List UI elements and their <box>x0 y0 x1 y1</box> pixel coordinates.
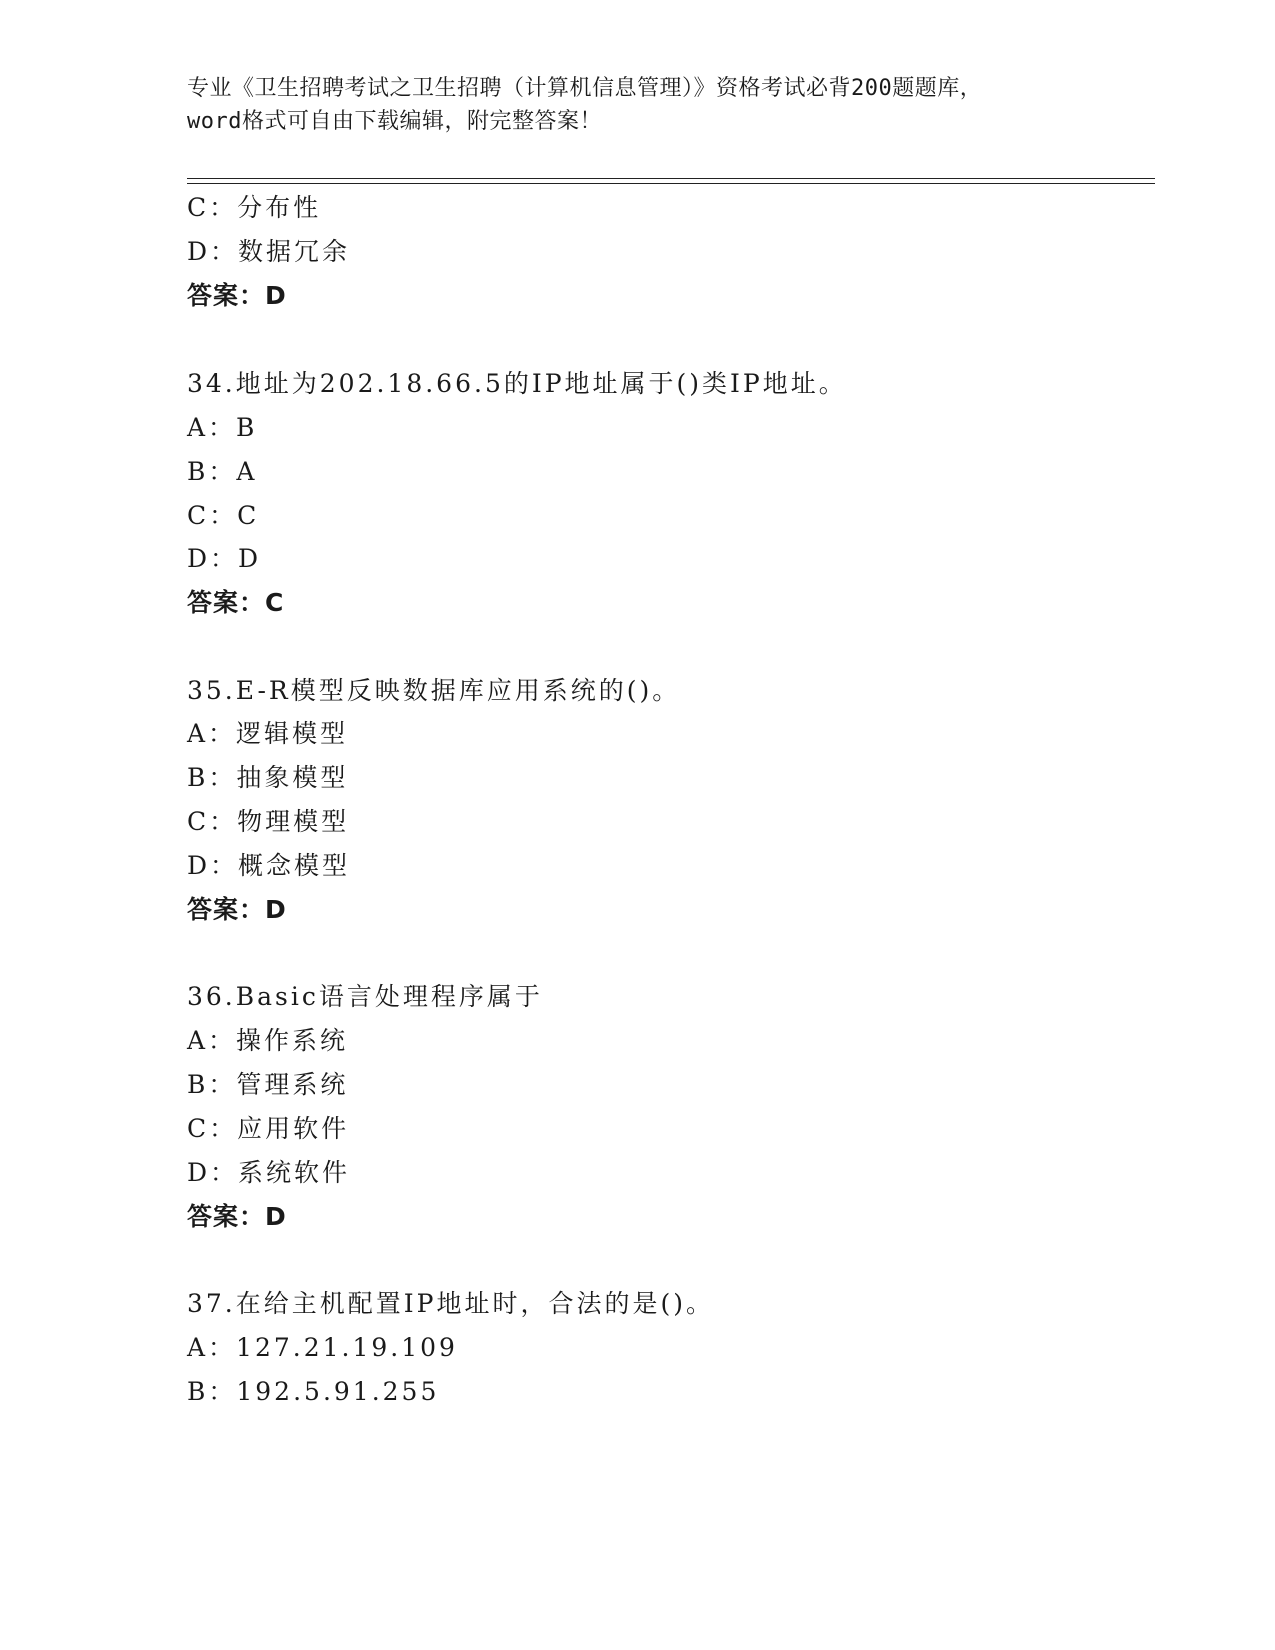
option-d: D：系统软件 <box>187 1158 351 1187</box>
header-line-1: 专业《卫生招聘考试之卫生招聘（计算机信息管理）》资格考试必背200题题库， <box>187 76 983 101</box>
option-a: A：B <box>187 413 258 442</box>
answer-line: 答案：D <box>187 895 287 924</box>
option-c: C：物理模型 <box>187 807 350 836</box>
question-stem: 37.在给主机配置IP地址时，合法的是()。 <box>187 1289 714 1318</box>
option-d: D：数据冗余 <box>187 237 351 266</box>
question-stem: 35.E-R模型反映数据库应用系统的()。 <box>187 676 681 705</box>
option-a: A：127.21.19.109 <box>187 1333 458 1362</box>
option-b: B：抽象模型 <box>187 763 349 792</box>
answer-line: 答案：D <box>187 281 287 310</box>
option-b: B：A <box>187 457 258 486</box>
option-d: D：D <box>187 544 262 573</box>
option-b: B：管理系统 <box>187 1070 349 1099</box>
header-divider-top <box>187 178 1155 179</box>
header-divider-bottom <box>187 183 1155 184</box>
option-c: C：分布性 <box>187 193 322 222</box>
answer-line: 答案：C <box>187 588 285 617</box>
answer-line: 答案：D <box>187 1202 287 1231</box>
question-stem: 36.Basic语言处理程序属于 <box>187 982 543 1011</box>
option-c: C：应用软件 <box>187 1114 350 1143</box>
document-header <box>187 72 1087 138</box>
option-a: A：操作系统 <box>187 1026 349 1055</box>
header-line-2: word格式可自由下载编辑，附完整答案！ <box>187 109 602 134</box>
option-b: B：192.5.91.255 <box>187 1377 440 1406</box>
option-c: C：C <box>187 501 260 530</box>
question-stem: 34.地址为202.18.66.5的IP地址属于()类IP地址。 <box>187 369 847 398</box>
option-a: A：逻辑模型 <box>187 719 349 748</box>
option-d: D：概念模型 <box>187 851 351 880</box>
